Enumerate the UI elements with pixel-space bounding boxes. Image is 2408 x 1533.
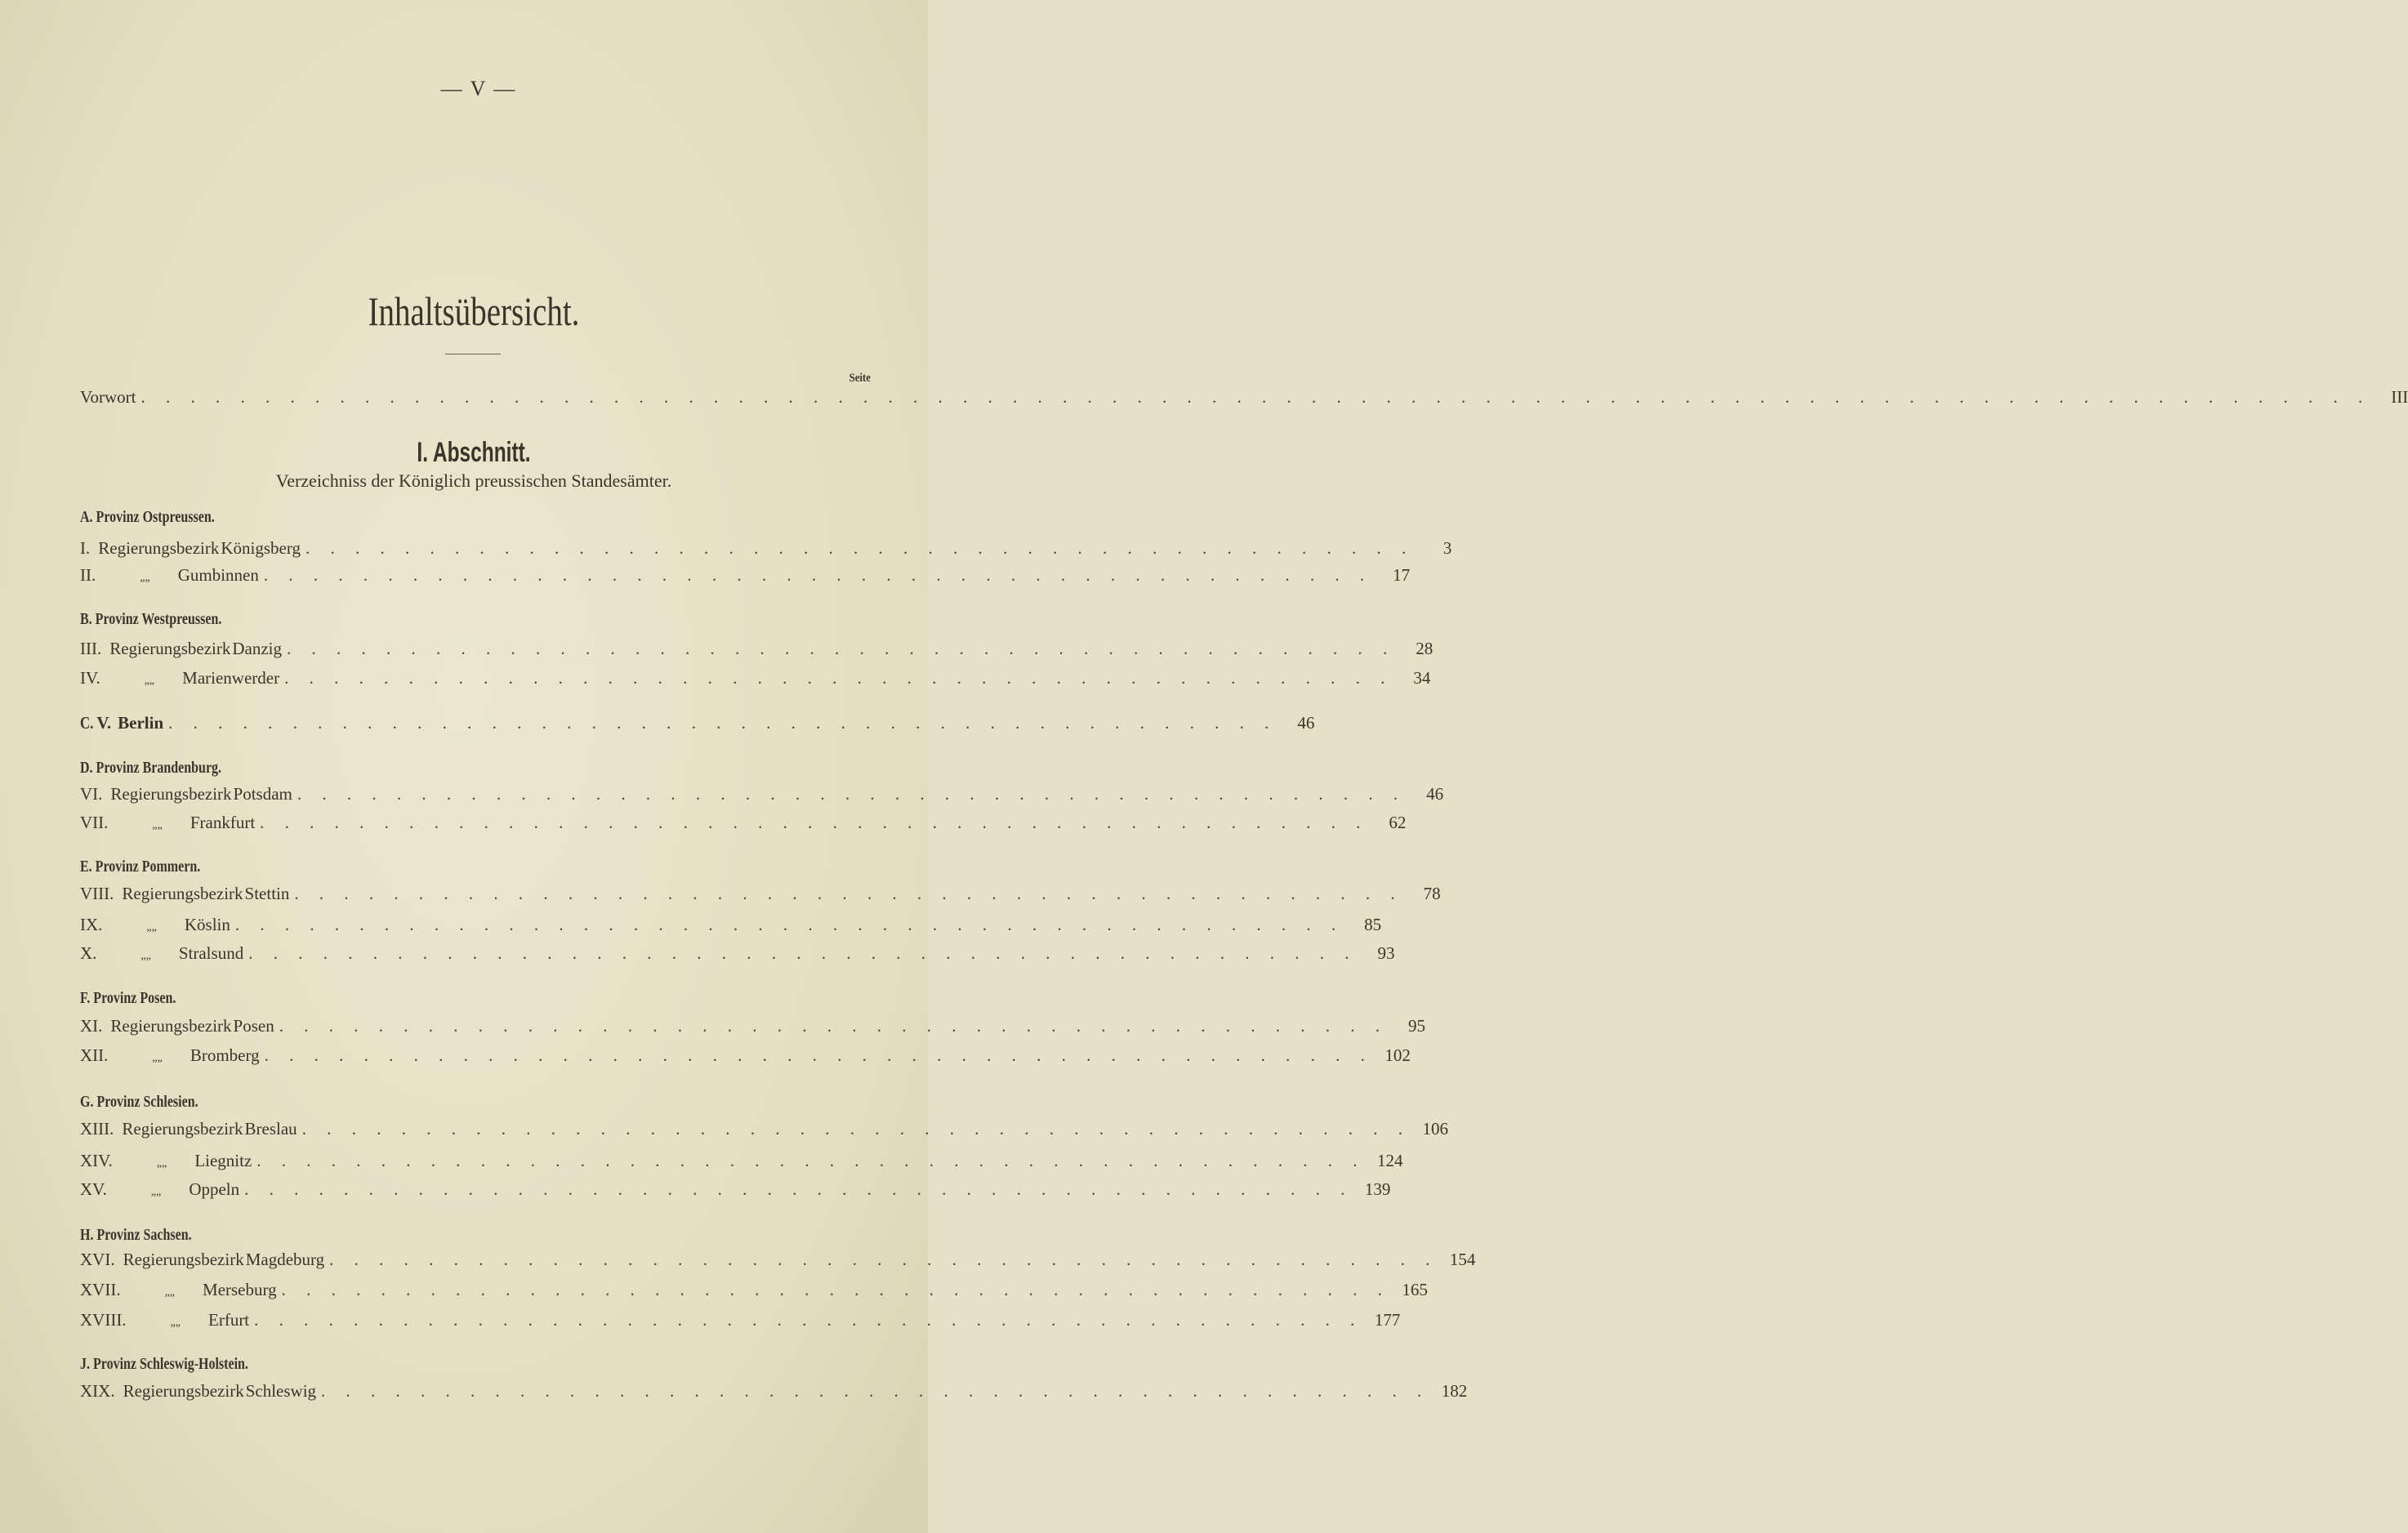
toc-entry[interactable] [80,1280,1428,1301]
entry-numeral: XVI. [80,1250,115,1269]
ditto-mark: „ [151,921,157,934]
entry-name: Frankfurt [190,813,256,832]
toc-entry[interactable] [80,813,1407,834]
district-type: Regierungsbezirk [110,784,232,804]
entry-numeral: VII. [80,813,109,832]
entry-name: Magdeburg [245,1250,325,1269]
entry-numeral: XIX. [80,1381,115,1401]
province-heading: B. Provinz Westpreussen. [80,610,222,628]
toc-entry[interactable] [80,915,1382,936]
dot-leader: . . . . . . . . . . . . . . . . . . . . . . . . . . . . . . . . . . . . . . . . . . . . . [263,565,1373,585]
dot-leader: . . . . . . . . . . . . . . . . . . . . . . . . . . . . . . . . . . . . . . . . . . . . . [301,1119,1411,1139]
dot-leader: . . . . . . . . . . . . . . . . . . . . . . . . . . . . . . . . . . . . . . . . . . . . . [321,1381,1430,1401]
toc-entry[interactable] [80,639,1434,660]
entry-numeral: I. [80,538,91,558]
province-heading: H. Provinz Sachsen. [80,1226,192,1244]
entry-name: Breslau [244,1119,297,1139]
entry-page: 165 [1402,1280,1428,1299]
entry-page: 95 [1407,1016,1425,1036]
entry-page: III [2391,387,2408,407]
entry-page: 182 [1441,1381,1468,1401]
ditto-mark: „ [140,950,146,962]
entry-name: Berlin [118,713,164,733]
entry-numeral: X. [80,943,97,963]
entry-page: 139 [1364,1179,1391,1199]
toc-entry[interactable] [80,538,1452,559]
entry-numeral: II. [80,565,96,585]
ditto-mark: „ [146,921,152,934]
toc-entry[interactable] [80,668,1431,689]
ditto-mark: „ [152,819,158,831]
ditto-mark: „ [145,572,150,584]
ditto-marks [135,1317,207,1330]
toc-entry[interactable] [80,565,1411,586]
dot-leader: . . . . . . . . . . . . . . . . . . . . . . . . . . . . . . . . . . . . . . . . . . . . . [260,813,1369,832]
entry-numeral: XIV. [80,1151,113,1170]
entry-name: Danzig [232,639,283,658]
entry-name: Liegnitz [194,1151,252,1170]
entry-page: 3 [1443,538,1452,558]
ditto-marks [110,921,182,934]
entry-page: 124 [1377,1151,1403,1170]
district-type: Regierungsbezirk [123,1381,244,1401]
entry-numeral: III. [80,639,102,658]
district-type: Regierungsbezirk [110,1016,232,1036]
entry-numeral: XI. [80,1016,103,1036]
entry-name: Königsberg [221,538,301,558]
toc-entry[interactable] [80,943,1395,965]
entry-page: 85 [1364,915,1382,934]
ditto-mark: „ [157,819,163,831]
ditto-marks [116,1052,188,1065]
dot-leader: . . . . . . . . . . . . . . . . . . . . . . . . . . . . . . . . . . . . . . . . . . . . . [234,915,1344,934]
toc-entry[interactable] [80,1310,1401,1331]
entry-numeral: V. [96,713,112,733]
dot-leader: . . . . . . . . . . . . . . . . . . . . . . . . . . . . . . . . . . . . . . . . . . . . . [305,538,1415,558]
ditto-mark: „ [149,675,155,687]
province-heading: E. Provinz Pommern. [80,858,201,876]
ditto-marks [121,1157,193,1170]
entry-numeral: XIII. [80,1119,114,1139]
entry-name: Bromberg [190,1045,260,1065]
dot-leader: . . . . . . . . . . . . . . . . . . . . . . . . . . . . . . . . . . . . . . . . . . . . . [256,1151,1366,1170]
entry-numeral: IV. [80,668,100,688]
entry-page: 106 [1422,1119,1448,1139]
entry-numeral: XVII. [80,1280,121,1299]
entry-numeral: XV. [80,1179,107,1199]
entry-numeral: XVIII. [80,1310,127,1330]
entry-name: Merseburg [203,1280,277,1299]
dot-leader: . . . . . . . . . . . . . . . . . . . . . . . . . . . . . . . . . . . . . . . . . . . . . [244,1179,1353,1199]
toc-entry[interactable] [80,1045,1411,1067]
entry-numeral: VIII. [80,884,114,903]
ditto-mark: „ [145,950,151,962]
toc-entry[interactable] [80,1179,1391,1201]
province-heading: D. Provinz Brandenburg. [80,759,222,777]
toc-entry-berlin[interactable] [80,713,1315,734]
dot-leader: . . . . . . . . . . . . . . . . . . . . . . . . . . . . . . . . . . . . . . . . . . . . . [248,943,1358,963]
entry-page: 102 [1385,1045,1411,1065]
entry-numeral: VI. [80,784,103,804]
province-heading: A. Provinz Ostpreussen. [80,508,215,526]
page-number: — V — [440,77,517,100]
ditto-mark: „ [157,1052,163,1064]
district-type: Regierungsbezirk [122,884,243,903]
toc-entry[interactable] [80,1151,1403,1172]
entry-page: 34 [1413,668,1431,688]
entry-name: Stralsund [178,943,244,963]
dot-leader: . . . . . . . . . . . . . . . . . . . . . . . . . . . . . . . . . . . . . . . . . . . . . [264,1045,1373,1065]
entry-name: Erfurt [208,1310,250,1330]
toc-entry[interactable] [80,784,1444,805]
ditto-marks [116,819,188,832]
toc-entry[interactable] [80,884,1441,905]
entry-name: Marienwerder [182,668,280,688]
page-title: Inhaltsübersicht. [368,288,580,334]
ditto-marks [129,1286,201,1299]
ditto-mark: „ [150,1186,157,1198]
entry-name: Schleswig [245,1381,317,1401]
ditto-mark: „ [162,1157,167,1170]
province-heading: G. Provinz Schlesien. [80,1093,198,1111]
ditto-marks [109,675,181,688]
ditto-mark: „ [140,572,145,584]
ditto-mark: „ [156,1157,163,1170]
section-subtitle: Verzeichniss der Königlich preussischen Standesämter. [275,470,672,491]
province-heading: F. Provinz Posen. [80,989,176,1007]
district-type: Regierungsbezirk [123,1250,244,1269]
ditto-mark: „ [164,1286,170,1299]
entry-label: Vorwort [80,387,136,407]
dot-leader: . . . . . . . . . . . . . . . . . . . . . . . . . . . . . . . . . . . . . . . . . . . . . [254,1310,1363,1330]
dot-leader: . . . . . . . . . . . . . . . . . . . . . . . . . . . . . . . . . . . . . . . . . . . . . . . . . . . . . . . . . . . . . . . . . . . . . . . . . . . . . . . . . . . . . . . . . . [140,387,2371,407]
district-type: Regierungsbezirk [98,538,220,558]
dot-leader: . . . . . . . . . . . . . . . . . . . . . . . . . . . . . . . . . . . . . . . . . . . . . [294,884,1403,903]
dot-leader: . . . . . . . . . . . . . . . . . . . . . . . . . . . . . . . . . . . . . . . . . . . . . [279,1016,1388,1036]
entry-numeral: IX. [80,915,103,934]
toc-entry[interactable] [80,1119,1448,1140]
entry-page: 93 [1377,943,1395,963]
ditto-marks [104,572,176,585]
entry-page: 28 [1416,639,1434,658]
ditto-mark: „ [156,1186,162,1198]
entry-page: 46 [1426,784,1444,804]
toc-entry-vorwort[interactable] [80,387,2408,408]
entry-name: Köslin [184,915,230,934]
entry-page: 78 [1423,884,1441,903]
toc-entry[interactable] [80,1016,1425,1037]
entry-page: 62 [1389,813,1407,832]
dot-leader: . . . . . . . . . . . . . . . . . . . . . . . . . . . . . . . . . . . . . . . . . . . . . [168,713,1278,733]
province-heading: J. Provinz Schleswig-Holstein. [80,1355,248,1373]
toc-entry[interactable] [80,1250,1476,1271]
entry-page: 154 [1449,1250,1476,1269]
entry-name: Gumbinnen [177,565,259,585]
ditto-mark: „ [144,675,149,687]
ditto-marks [105,950,176,963]
ditto-mark: „ [169,1286,176,1299]
district-type: Regierungsbezirk [122,1119,243,1139]
dot-leader: . . . . . . . . . . . . . . . . . . . . . . . . . . . . . . . . . . . . . . . . . . . . . [329,1250,1438,1269]
district-type: Regierungsbezirk [109,639,231,658]
dot-leader: . . . . . . . . . . . . . . . . . . . . . . . . . . . . . . . . . . . . . . . . . . . . . [287,639,1396,658]
seite-column-label: Seite [849,372,871,385]
province-letter: C. [80,713,94,733]
toc-entry[interactable] [80,1381,1468,1402]
entry-name: Stettin [244,884,290,903]
ditto-mark: „ [170,1317,176,1329]
entry-name: Posen [233,1016,274,1036]
ditto-mark: „ [175,1317,181,1329]
entry-numeral: XII. [80,1045,109,1065]
entry-page: 17 [1393,565,1411,585]
ditto-marks [115,1186,187,1199]
entry-name: Oppeln [189,1179,240,1199]
dot-leader: . . . . . . . . . . . . . . . . . . . . . . . . . . . . . . . . . . . . . . . . . . . . . [281,1280,1390,1299]
dot-leader: . . . . . . . . . . . . . . . . . . . . . . . . . . . . . . . . . . . . . . . . . . . . . [284,668,1394,688]
dot-leader: . . . . . . . . . . . . . . . . . . . . . . . . . . . . . . . . . . . . . . . . . . . . . [297,784,1407,804]
ditto-mark: „ [152,1052,158,1064]
entry-name: Potsdam [233,784,292,804]
section-heading: I. Abschnitt. [417,437,531,468]
entry-page: 177 [1374,1310,1401,1330]
entry-page: 46 [1297,713,1315,733]
